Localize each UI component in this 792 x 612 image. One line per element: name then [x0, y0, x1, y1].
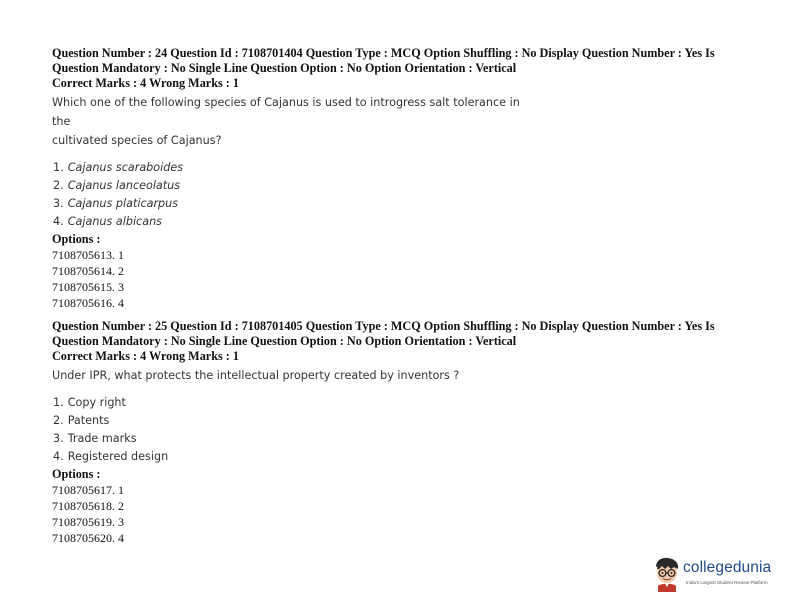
choice-text: Cajanus platicarpus	[67, 196, 179, 210]
choice-text: Copy right	[67, 395, 126, 409]
answer-choice	[53, 394, 742, 412]
option-id-number: 4	[118, 530, 124, 545]
option-id-row	[52, 247, 742, 263]
question-marks: Correct Marks : 4 Wrong Marks : 1	[52, 76, 239, 91]
choice-text: Patents	[67, 413, 110, 427]
option-id: 7108705617.	[52, 482, 115, 497]
choice-text: Cajanus scaraboides	[67, 160, 184, 174]
option-id: 7108705618.	[52, 498, 115, 513]
option-id-list	[52, 247, 742, 311]
choice-number: 4.	[53, 449, 64, 463]
question-stem	[52, 93, 532, 150]
option-id-row	[52, 279, 742, 295]
question-header	[52, 46, 742, 75]
option-id-row	[52, 482, 742, 498]
question-stem-line: cultivated species of Cajanus?	[52, 133, 222, 147]
option-id-number: 3	[118, 279, 124, 294]
option-id: 7108705620.	[52, 530, 115, 545]
choice-number: 3.	[53, 196, 64, 210]
answer-choice	[53, 430, 742, 448]
question-stem	[52, 366, 532, 385]
choice-number: 2.	[53, 413, 64, 427]
choice-number: 1.	[53, 160, 64, 174]
question-block-25	[52, 319, 742, 546]
option-id-row	[52, 530, 742, 546]
option-id-number: 1	[118, 482, 124, 497]
logo-wordmark: collegedunia	[683, 559, 772, 576]
option-id-number: 2	[118, 498, 124, 513]
option-id: 7108705614.	[52, 263, 115, 278]
question-header-line: Question Mandatory : No Single Line Question Option : No Option Orientation : Vertical	[52, 333, 517, 348]
collegedunia-logo[interactable]	[652, 556, 782, 592]
logo-tagline: India's Largest Student Review Platform	[686, 580, 768, 585]
options-label: Options :	[52, 466, 101, 481]
answer-choice	[53, 213, 742, 231]
option-id-row	[52, 514, 742, 530]
choice-text: Registered design	[67, 449, 169, 463]
answer-choice	[53, 195, 742, 213]
answer-choice	[53, 412, 742, 430]
option-id: 7108705613.	[52, 247, 115, 262]
option-id: 7108705616.	[52, 295, 115, 310]
answer-choice	[53, 177, 742, 195]
option-id-row	[52, 295, 742, 311]
option-id-number: 1	[118, 247, 124, 262]
choice-number: 2.	[53, 178, 64, 192]
answer-choice	[53, 448, 742, 466]
option-id-row	[52, 263, 742, 279]
question-marks: Correct Marks : 4 Wrong Marks : 1	[52, 349, 239, 364]
answer-choice	[53, 159, 742, 177]
option-id: 7108705619.	[52, 514, 115, 529]
question-header-line: Question Number : 25 Question Id : 7108701405 Question Type : MCQ Option Shuffling : No Display Question Number : Yes Is	[52, 319, 715, 333]
choice-number: 4.	[53, 214, 64, 228]
question-header	[52, 319, 742, 348]
option-id-row	[52, 498, 742, 514]
answer-choices	[52, 159, 742, 231]
question-header-line: Question Number : 24 Question Id : 7108701404 Question Type : MCQ Option Shuffling : No Display Question Number : Yes Is	[52, 46, 715, 60]
question-stem-line: Which one of the following species of Cajanus is used to introgress salt tolerance in the	[52, 95, 520, 128]
choice-text: Cajanus albicans	[67, 214, 162, 228]
question-block-24	[52, 46, 742, 311]
choice-text: Trade marks	[67, 431, 137, 445]
question-header-line: Question Mandatory : No Single Line Question Option : No Option Orientation : Vertical	[52, 60, 517, 75]
choice-number: 1.	[53, 395, 64, 409]
choice-number: 3.	[53, 431, 64, 445]
question-stem-line: Under IPR, what protects the intellectual property created by inventors ?	[52, 368, 460, 382]
option-id: 7108705615.	[52, 279, 115, 294]
answer-choices	[52, 394, 742, 466]
student-mascot-icon	[652, 556, 682, 592]
choice-text: Cajanus lanceolatus	[67, 178, 181, 192]
options-label: Options :	[52, 231, 101, 246]
option-id-number: 4	[118, 295, 124, 310]
option-id-list	[52, 482, 742, 546]
option-id-number: 2	[118, 263, 124, 278]
option-id-number: 3	[118, 514, 124, 529]
